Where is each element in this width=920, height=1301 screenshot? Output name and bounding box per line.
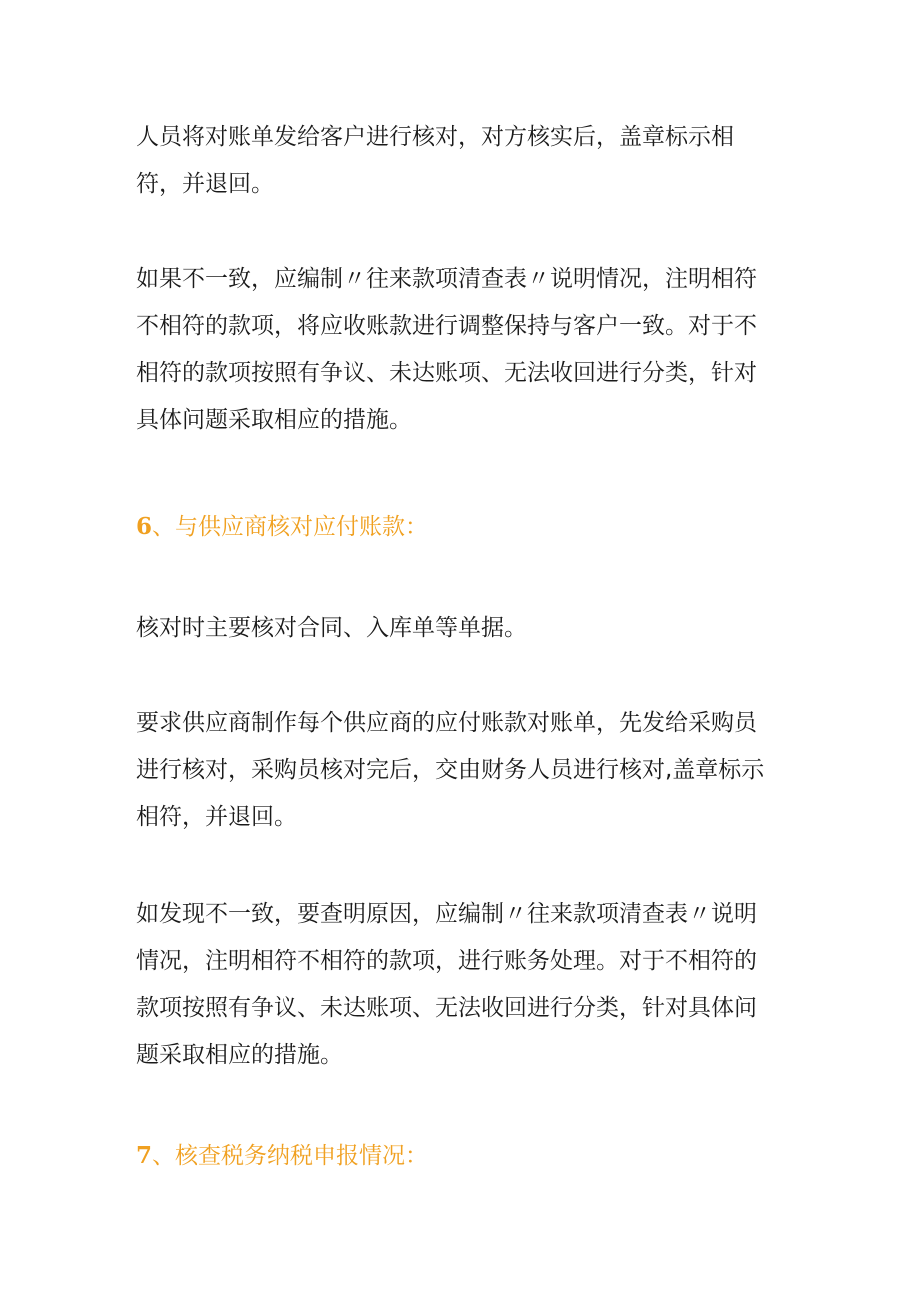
section-title: 、与供应商核对应付账款： (152, 514, 429, 540)
paragraph-receivable-mismatch (136, 256, 757, 444)
text-line: 相符的款项按照有争议、未达账项、无法收回进行分类，针对 (136, 360, 757, 386)
text-line: 符，并退回。 (136, 171, 274, 197)
paragraph-supplier-statement (136, 700, 764, 841)
section-heading-6 (136, 507, 428, 547)
section-number: 7 (136, 1142, 153, 1169)
text-line: 核对时主要核对合同、入库单等单据。 (136, 615, 527, 641)
text-line: 款项按照有争议、未达账项、无法收回进行分类，针对具体问 (136, 995, 757, 1021)
paragraph-check-documents (136, 605, 527, 652)
text-line: 题采取相应的措施。 (136, 1042, 343, 1068)
paragraph-statement-confirmation (136, 114, 734, 208)
text-line: 具体问题采取相应的措施。 (136, 407, 412, 433)
text-line: 要求供应商制作每个供应商的应付账款对账单，先发给采购员 (136, 710, 757, 736)
text-line: 情况，注明相符不相符的款项，进行账务处理。对于不相符的 (136, 948, 757, 974)
section-title: 、核查税务纳税申报情况： (152, 1143, 429, 1169)
text-line: 人员将对账单发给客户进行核对，对方核实后，盖章标示相 (136, 124, 734, 150)
text-line: 进行核对，采购员核对完后，交由财务人员进行核对,盖章标示 (136, 757, 765, 783)
text-line: 相符，并退回。 (136, 804, 297, 830)
section-heading-7 (136, 1136, 428, 1176)
text-line: 如发现不一致，要查明原因，应编制〃往来款项清查表〃说明 (136, 901, 757, 927)
section-number: 6 (136, 513, 153, 540)
paragraph-payable-mismatch (136, 891, 757, 1079)
text-line: 如果不一致，应编制〃往来款项清查表〃说明情况，注明相符 (136, 266, 757, 292)
text-line: 不相符的款项，将应收账款进行调整保持与客户一致。对于不 (136, 313, 757, 339)
